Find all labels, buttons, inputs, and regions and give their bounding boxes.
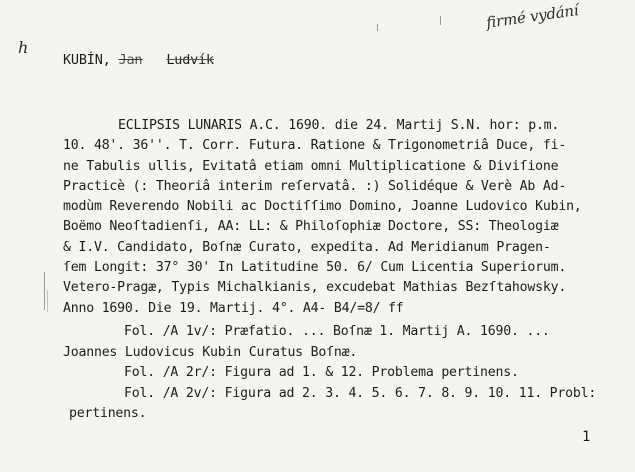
description-line: Anno 1690. Die 19. Martij. 4°. A4- B4/=8/ ff xyxy=(63,300,404,316)
page-number: 1 xyxy=(582,429,591,445)
author-given-name-struck: Jan xyxy=(118,52,143,68)
ink-mark xyxy=(377,24,378,31)
card-heading xyxy=(63,52,214,68)
author-given-name: Ludvík xyxy=(166,52,214,68)
description-line: ſem Longit: 37° 30' In Latitudine 50. 6/ Cum Licentia Superiorum. xyxy=(63,260,567,276)
description-line: Practicè (: Theoriâ interim reſervatâ. :) Solidéque & Verè Ab Ad- xyxy=(63,178,567,194)
folio-note-line: pertinens. xyxy=(69,406,147,422)
folio-note-line: Joannes Ludovicus Kubin Curatus Boſnæ. xyxy=(63,344,358,360)
folio-note-line: Fol. /A 2v/: Figura ad 2. 3. 4. 5. 6. 7. 8. 9. 10. 11. Probl: xyxy=(124,385,597,401)
author-surname: KUBÍN, xyxy=(63,52,111,68)
handwritten-note: firmé vydání xyxy=(485,1,580,32)
ink-mark xyxy=(440,16,441,25)
description-line: & I.V. Candidato, Boſnæ Curato, expedita. Ad Meridianum Pragen- xyxy=(63,239,551,255)
description-line: Vetero-Pragæ, Typis Michalkianis, excudebat Mathias Bezſtahowsky. xyxy=(63,280,567,296)
description-line: Boëmo Neoſtadienſi, AA: LL: & Philoſophiæ Doctore, SS: Theologiæ xyxy=(63,219,559,235)
description-line: ne Tabulis ullis, Evitatâ etiam omni Multiplicatione & Diviſione xyxy=(63,158,559,174)
margin-pencil-line xyxy=(47,290,48,312)
margin-handwritten-mark: ℎ xyxy=(18,38,29,57)
margin-pencil-line xyxy=(44,272,45,310)
folio-note-line: Fol. /A 1v/: Præfatio. ... Boſnæ 1. Martij A. 1690. ... xyxy=(124,324,550,339)
title-description xyxy=(63,116,582,319)
description-line: modùm Reverendo Nobili ac Doctiſſimo Domino, Joanne Ludovico Kubin, xyxy=(63,199,582,215)
folio-note-line: Fol. /A 2r/: Figura ad 1. & 12. Problema pertinens. xyxy=(124,365,519,381)
folio-notes xyxy=(63,322,596,425)
description-line: ECLIPSIS LUNARIS A.C. 1690. die 24. Martij S.N. hor: p.m. xyxy=(118,118,560,133)
description-line: 10. 48'. 36''. T. Corr. Futura. Ratione & Trigonometriâ Duce, fi- xyxy=(63,138,567,154)
